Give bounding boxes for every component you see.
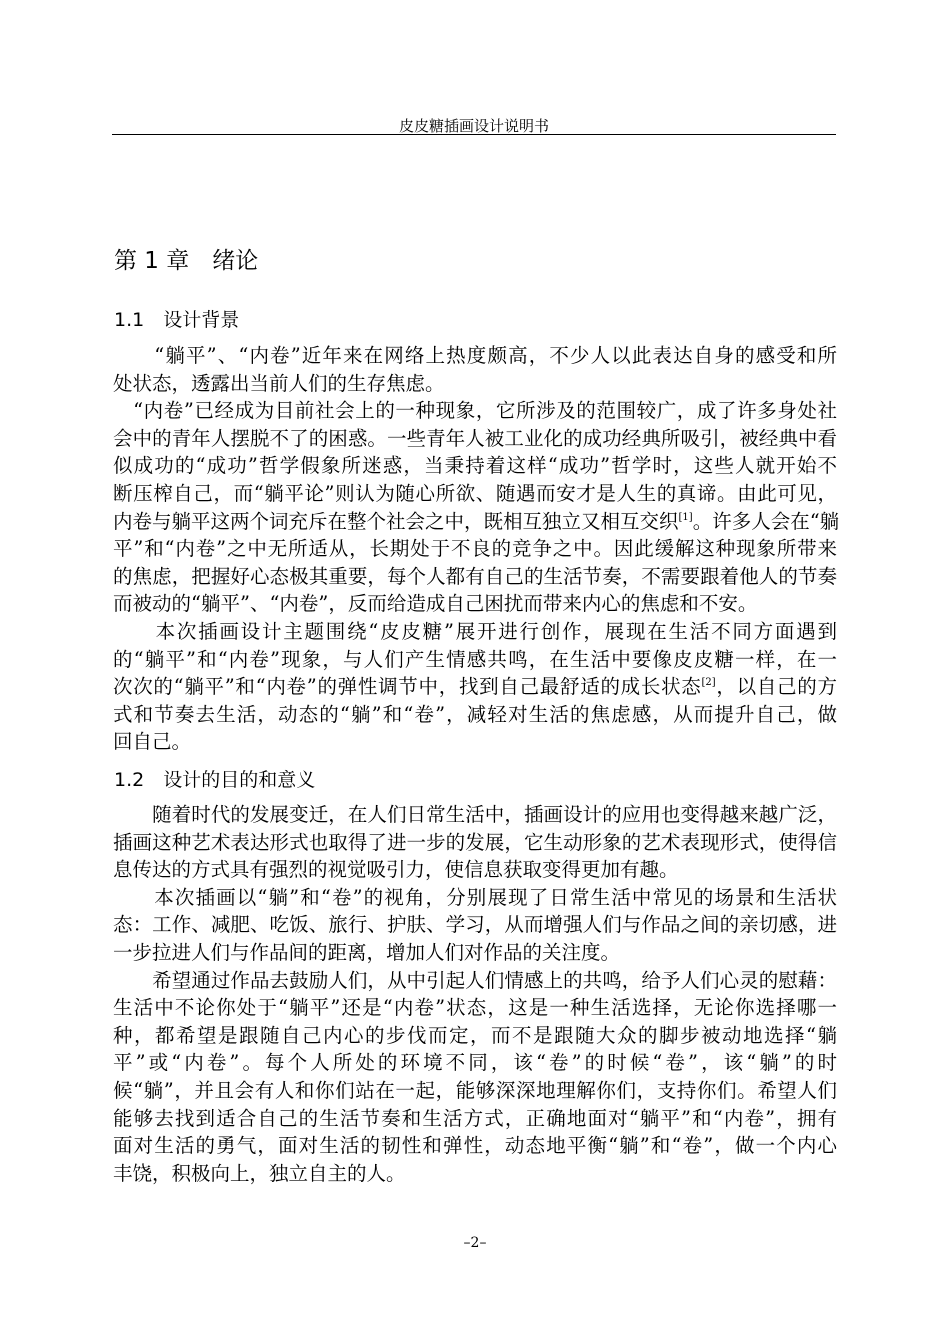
line-text: 面对生活的勇气，面对生活的韧性和弹性，动态地平衡“躺”和“卷”，做一个内心	[113, 1134, 837, 1158]
paragraph-line	[113, 728, 837, 756]
page-number: –2–	[463, 1235, 487, 1251]
paragraph-line	[113, 590, 837, 618]
line-text: 候“躺”，并且会有人和你们站在一起，能够深深地理解你们，支持你们。希望人们	[113, 1078, 837, 1102]
paragraph-line	[113, 646, 837, 674]
line-text: ，以自己的方	[715, 675, 837, 699]
paragraph-line	[113, 370, 837, 398]
line-text: 的焦虑，把握好心态极其重要，每个人都有自己的生活节奏，不需要跟着他人的节奏	[113, 564, 837, 588]
chapter-title: 第 1 章 绪论	[114, 248, 259, 274]
paragraph-line	[113, 673, 837, 701]
paragraph-indent	[113, 803, 152, 826]
line-text: 次次的“躺平”和“内卷”的弹性调节中，找到自己最舒适的成长状态	[113, 675, 702, 699]
line-text: 插画这种艺术表达形式也取得了进一步的发展，它生动形象的艺术表现形式，使得信	[113, 830, 837, 854]
paragraph-line	[113, 563, 837, 591]
paragraph-line	[113, 939, 837, 967]
paragraph-indent	[113, 399, 133, 422]
line-text: 平”和“内卷”之中无所适从，长期处于不良的竞争之中。因此缓解这种现象所带来	[113, 537, 837, 561]
line-text: “躺平”、“内卷”近年来在网络上热度颇高，不少人以此表达自身的感受和所	[154, 344, 837, 367]
line-text: 平”或“内卷”。每个人所处的环境不同，该“卷”的时候“卷”，该“躺”的时	[113, 1051, 837, 1075]
line-text: 回自己。	[113, 730, 192, 754]
line-text: 生活中不论你处于“躺平”还是“内卷”状态，这是一种生活选择，无论你选择哪一	[113, 996, 837, 1020]
header-rule	[112, 134, 836, 135]
line-text: “内卷”已经成为目前社会上的一种现象，它所涉及的范围较广，成了许多身处社	[133, 399, 837, 423]
line-text: 式和节奏去生活，动态的“躺”和“卷”，减轻对生活的焦虑感，从而提升自己，做	[113, 702, 837, 726]
paragraph-line	[113, 508, 840, 536]
running-header: 皮皮糖插画设计说明书	[398, 117, 549, 135]
section-heading-1-2: 1.2 设计的目的和意义	[114, 769, 316, 791]
line-text: 。许多人会在“躺	[692, 509, 840, 533]
paragraph-line	[113, 856, 837, 884]
line-text: 随着时代的发展变迁，在人们日常生活中，插画设计的应用也变得越来越广泛，	[152, 803, 837, 826]
section-body-1-1	[113, 342, 840, 756]
line-text: 种，都希望是跟随自己内心的步伐而定，而不是跟随大众的脚步被动地选择“躺	[113, 1023, 837, 1047]
line-text: 似成功的“成功”哲学假象所迷惑，当秉持着这样“成功”哲学时，这些人就开始不	[113, 454, 837, 478]
paragraph-line	[113, 618, 837, 646]
citation-reference[interactable]: [2]	[701, 677, 716, 689]
paragraph-line	[113, 1132, 837, 1160]
line-text: 一步拉进人们与作品间的距离，增加人们对作品的关注度。	[113, 940, 621, 964]
section-heading-1-1: 1.1 设计背景	[114, 309, 240, 331]
paragraph-line	[113, 1105, 837, 1133]
line-text: 能够去找到适合自己的生活节奏和生活方式，正确地面对“躺平”和“内卷”，拥有	[113, 1106, 837, 1130]
paragraph-line	[113, 1022, 837, 1050]
line-text: 希望通过作品去鼓励人们，从中引起人们情感上的共鸣，给予人们心灵的慰藉：	[152, 968, 837, 992]
paragraph-indent	[113, 620, 156, 643]
paragraph-line	[113, 397, 837, 425]
line-text: 态：工作、减肥、吃饭、旅行、护肤、学习，从而增强人们与作品之间的亲切感，进	[113, 913, 837, 937]
line-text: 内卷与躺平这两个词充斥在整个社会之中，既相互独立又相互交织	[113, 509, 679, 533]
citation-reference[interactable]: [1]	[678, 511, 693, 523]
paragraph-line	[113, 342, 837, 370]
paragraph-line	[113, 911, 837, 939]
line-text: 丰饶，积极向上，独立自主的人。	[113, 1161, 406, 1185]
paragraph-line	[113, 452, 837, 480]
section-body-1-2	[113, 801, 837, 1187]
paragraph-indent	[113, 344, 154, 367]
line-text: 而被动的“躺平”、“内卷”，反而给造成自己困扰而带来内心的焦虑和不安。	[113, 592, 758, 616]
line-text: 处状态，透露出当前人们的生存焦虑。	[113, 371, 445, 395]
paragraph-line	[113, 1160, 837, 1188]
line-text: 的“躺平”和“内卷”现象，与人们产生情感共鸣，在生活中要像皮皮糖一样，在一	[113, 647, 837, 671]
paragraph-line	[113, 829, 837, 857]
line-text: 本次插画设计主题围绕“皮皮糖”展开进行创作，展现在生活不同方面遇到	[155, 619, 837, 643]
paragraph-line	[113, 1049, 837, 1077]
paragraph-indent	[113, 969, 152, 992]
line-text: 会中的青年人摆脱不了的困惑。一些青年人被工业化的成功经典所吸引，被经典中看	[113, 426, 837, 450]
paragraph-line	[113, 480, 837, 508]
paragraph-line	[113, 701, 837, 729]
paragraph-indent	[113, 886, 154, 909]
paragraph-line	[113, 801, 837, 829]
line-text: 断压榨自己，而“躺平论”则认为随心所欲、随遇而安才是人生的真谛。由此可见，	[113, 481, 837, 505]
paragraph-line	[113, 994, 837, 1022]
paragraph-line	[113, 884, 837, 912]
paragraph-line	[113, 1077, 837, 1105]
paragraph-line	[113, 425, 837, 453]
paragraph-line	[113, 967, 837, 995]
line-text: 息传达的方式具有强烈的视觉吸引力，使信息获取变得更加有趣。	[113, 858, 679, 882]
paragraph-line	[113, 535, 837, 563]
line-text: 本次插画以“躺”和“卷”的视角，分别展现了日常生活中常见的场景和生活状	[154, 885, 837, 909]
